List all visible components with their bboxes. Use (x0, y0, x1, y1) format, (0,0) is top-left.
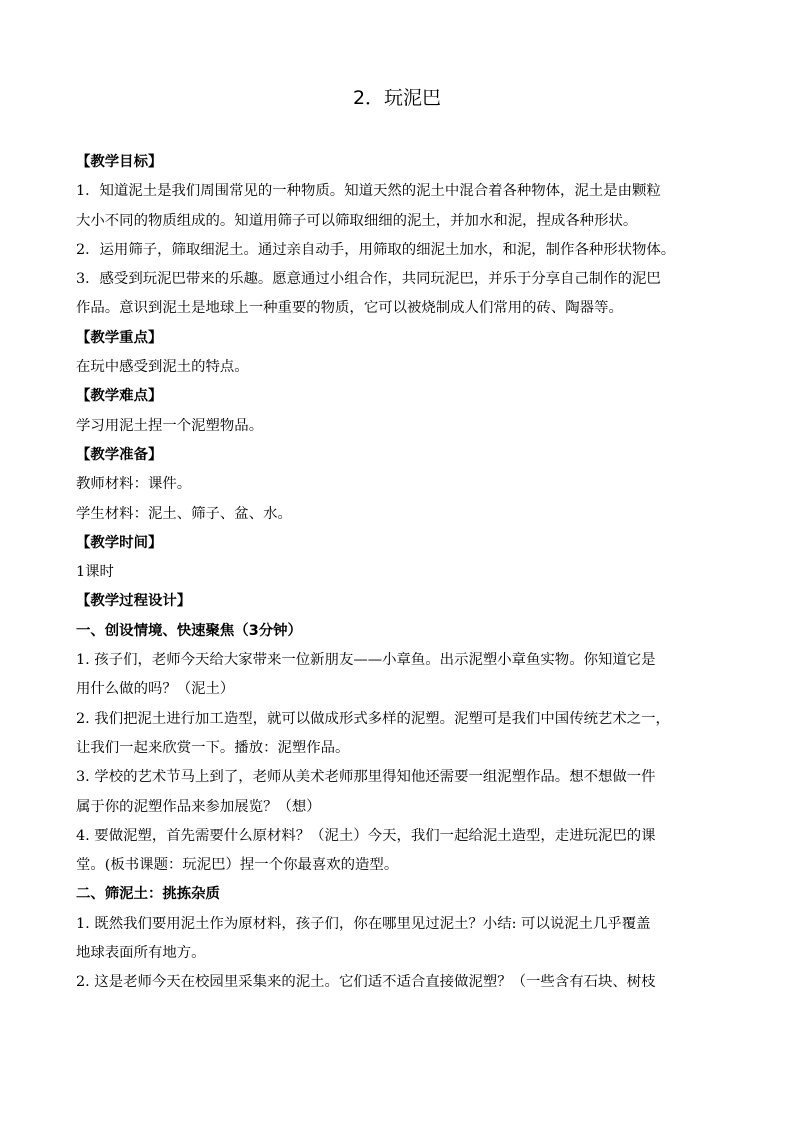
paragraph-line: 堂。(板书课题：玩泥巴）捏一个你最喜欢的造型。 (76, 857, 399, 874)
paragraph (76, 763, 726, 822)
paragraph-line: 1．知道泥土是我们周围常见的一种物质。知道天然的泥土中混合着各种物体，泥土是由颗粒 (76, 183, 661, 200)
paragraph (76, 705, 726, 764)
paragraph (76, 646, 726, 705)
section-heading: 【教学难点】 (76, 388, 163, 405)
paragraph-line: 地球表面所有地方。 (76, 945, 206, 962)
paragraph-line: 4. 要做泥塑，首先需要什么原材料？（泥土）今天，我们一起给泥土造型，走进玩泥巴的课 (76, 827, 656, 844)
paragraph (76, 177, 726, 236)
paragraph (76, 353, 726, 382)
section-heading: 【教学目标】 (76, 154, 163, 170)
paragraph (76, 822, 726, 881)
paragraph-line: 2. 这是老师今天在校园里采集来的泥土。它们适不适合直接做泥塑？（一些含有石块、树枝 (76, 974, 656, 991)
paragraph-line: 1. 孩子们，老师今天给大家带来一位新朋友——小章鱼。出示泥塑小章鱼实物。你知道它是 (76, 652, 656, 669)
paragraph-line: 学习用泥土捏一个泥塑物品。 (76, 417, 264, 434)
section-heading: 二、筛泥土：挑拣杂质 (76, 886, 220, 903)
paragraph-line: 让我们一起来欣赏一下。播放：泥塑作品。 (76, 739, 350, 756)
document-body (76, 148, 726, 998)
paragraph-line: 属于你的泥塑作品来参加展览？（想） (76, 798, 321, 815)
paragraph-line: 作品。意识到泥土是地球上一种重要的物质，它可以被烧制成人们常用的砖、陶器等。 (76, 300, 623, 317)
paragraph (76, 412, 726, 441)
paragraph (76, 236, 726, 265)
paragraph (76, 968, 726, 997)
paragraph-line: 3. 学校的艺术节马上到了，老师从美术老师那里得知他还需要一组泥塑作品。想不想做一件 (76, 769, 656, 786)
section-heading: 【教学准备】 (76, 446, 163, 463)
paragraph-line: 1课时 (76, 564, 114, 581)
paragraph-line: 教师材料：课件。 (76, 476, 192, 493)
paragraph (76, 265, 726, 324)
paragraph-line: 1. 既然我们要用泥土作为原材料，孩子们，你在哪里见过泥土？小结: 可以说泥土几乎覆盖 (76, 915, 651, 932)
section-heading: 【教学过程设计】 (76, 593, 192, 610)
section-heading: 【教学重点】 (76, 329, 163, 346)
paragraph-line: 2. 我们把泥土进行加工造型，就可以做成形式多样的泥塑。泥塑可是我们中国传统艺术之一， (76, 710, 670, 727)
paragraph-line: 2．运用筛子，筛取细泥土。通过亲自动手，用筛取的细泥土加水，和泥，制作各种形状物体。 (76, 241, 676, 258)
paragraph (76, 910, 726, 969)
paragraph-line: 学生材料：泥土、筛子、盆、水。 (76, 505, 292, 522)
paragraph (76, 558, 726, 587)
paragraph-line: 3．感受到玩泥巴带来的乐趣。愿意通过小组合作，共同玩泥巴，并乐于分享自己制作的泥巴 (76, 271, 661, 288)
section-heading: 【教学时间】 (76, 534, 163, 551)
page-title: 2．玩泥巴 (352, 87, 442, 109)
paragraph-line: 用什么做的吗？（泥土） (76, 681, 235, 698)
paragraph (76, 470, 726, 499)
paragraph-line: 在玩中感受到泥土的特点。 (76, 359, 249, 376)
paragraph (76, 500, 726, 529)
paragraph-line: 大小不同的物质组成的。知道用筛子可以筛取细细的泥土，并加水和泥，捏成各种形状。 (76, 212, 638, 229)
section-heading: 一、创设情境、快速聚焦（3分钟） (76, 622, 302, 639)
